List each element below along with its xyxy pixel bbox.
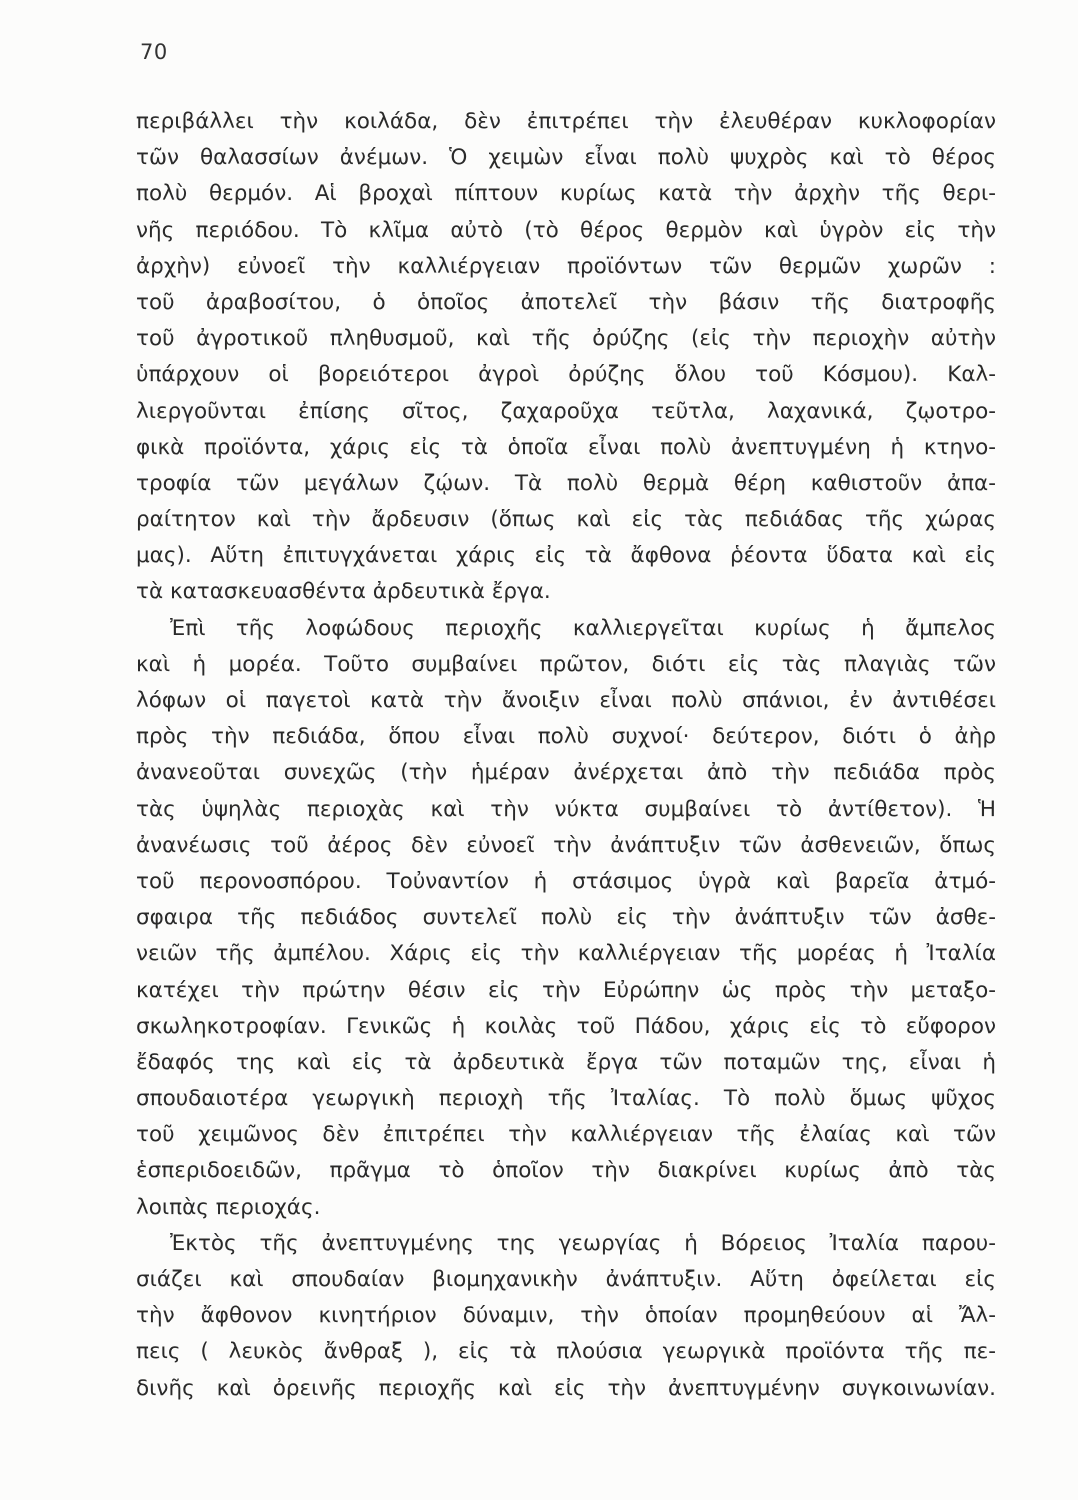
text-line: λοιπὰς περιοχάς. [136,1194,321,1220]
text-line: ἀνανέωσις τοῦ ἀέρος δὲν εὐνοεῖ τὴν ἀνάπτυξιν τῶν ἀσθενειῶν, ὅπως [136,832,996,858]
page-number: 70 [140,40,168,64]
text-line: λιεργοῦνται ἐπίσης σῖτος, ζαχαροῦχα τεῦτλα, λαχανικά, ζῳοτρο- [136,398,996,424]
text-line: τοῦ περονοσπόρου. Τοὐναντίον ἡ στάσιμος ὑγρὰ καὶ βαρεῖα ἀτμό- [136,868,996,894]
text-line: τοῦ ἀραβοσίτου, ὁ ὁποῖος ἀποτελεῖ τὴν βάσιν τῆς διατροφῆς [136,289,996,315]
text-line: τοῦ ἀγροτικοῦ πληθυσμοῦ, καὶ τῆς ὀρύζης (εἰς τὴν περιοχὴν αὐτὴν [136,326,996,352]
text-line: σιάζει καὶ σπουδαίαν βιομηχανικὴν ἀνάπτυξιν. Αὕτη ὀφείλεται εἰς [136,1267,996,1292]
text-line: ἀρχὴν) εὐνοεῖ τὴν καλλιέργειαν προϊόντων τῶν θερμῶν χωρῶν : [136,253,996,279]
text-line: ραίτητον καὶ τὴν ἄρδευσιν (ὅπως καὶ εἰς τὰς πεδιάδας τῆς χώρας [136,507,996,533]
text-line: τῶν θαλασσίων ἀνέμων. Ὁ χειμὼν εἶναι πολὺ ψυχρὸς καὶ τὸ θέρος [136,145,996,171]
text-line: τοῦ χειμῶνος δὲν ἐπιτρέπει τὴν καλλιέργειαν τῆς ἐλαίας καὶ τῶν [136,1122,996,1148]
text-line: νῆς περιόδου. Τὸ κλῖμα αὐτὸ (τὸ θέρος θερμὸν καὶ ὑγρὸν εἰς τὴν [136,217,996,243]
text-line: κατέχει τὴν πρώτην θέσιν εἰς τὴν Εὐρώπην ὡς πρὸς τὴν μεταξο- [136,977,996,1003]
text-line: Ἐπὶ τῆς λοφώδους περιοχῆς καλλιεργεῖται κυρίως ἡ ἄμπελος [170,615,996,641]
text-line: τὰ κατασκευασθέντα ἀρδευτικὰ ἔργα. [136,579,551,605]
text-line: περιβάλλει τὴν κοιλάδα, δὲν ἐπιτρέπει τὴν ἐλευθέραν κυκλοφορίαν [136,109,996,134]
text-line: πολὺ θερμόν. Αἱ βροχαὶ πίπτουν κυρίως κατὰ τὴν ἀρχὴν τῆς θερι- [136,181,996,207]
text-line: καὶ ἡ μορέα. Τοῦτο συμβαίνει πρῶτον, διότι εἰς τὰς πλαγιὰς τῶν [136,651,996,677]
text-line: σπουδαιοτέρα γεωργικὴ περιοχὴ τῆς Ἰταλίας. Τὸ πολὺ ὅμως ψῦχος [136,1086,996,1112]
text-line: μας). Αὕτη ἐπιτυγχάνεται χάρις εἰς τὰ ἄφθονα ῥέοντα ὕδατα καὶ εἰς [136,543,996,569]
text-line: φικὰ προϊόντα, χάρις εἰς τὰ ὁποῖα εἶναι πολὺ ἀνεπτυγμένη ἡ κτηνο- [136,434,996,460]
body-text [136,104,996,1407]
text-line: ἀνανεοῦται συνεχῶς (τὴν ἡμέραν ἀνέρχεται ἀπὸ τὴν πεδιάδα πρὸς [136,760,996,786]
text-line: δινῆς καὶ ὀρεινῆς περιοχῆς καὶ εἰς τὴν ἀνεπτυγμένην συγκοινωνίαν. [136,1375,996,1401]
text-line: ἑσπεριδοειδῶν, πρᾶγμα τὸ ὁποῖον τὴν διακρίνει κυρίως ἀπὸ τὰς [136,1158,996,1184]
text-line: τὴν ἄφθονον κινητήριον δύναμιν, τὴν ὁποίαν προμηθεύουν αἱ Ἄλ- [136,1303,996,1329]
text-line: τροφία τῶν μεγάλων ζῴων. Τὰ πολὺ θερμὰ θέρη καθιστοῦν ἀπα- [136,470,996,496]
text-line: Ἐκτὸς τῆς ἀνεπτυγμένης της γεωργίας ἡ Βόρειος Ἰταλία παρου- [170,1230,996,1256]
text-line: πεις ( λευκὸς ἄνθραξ ), εἰς τὰ πλούσια γεωργικὰ προϊόντα τῆς πε- [136,1339,996,1365]
text-line: πρὸς τὴν πεδιάδα, ὅπου εἶναι πολὺ συχνοί· δεύτερον, διότι ὁ ἀὴρ [136,724,996,750]
text-line: σκωληκοτροφίαν. Γενικῶς ἡ κοιλὰς τοῦ Πάδου, χάρις εἰς τὸ εὔφορον [136,1013,996,1039]
text-line: λόφων οἱ παγετοὶ κατὰ τὴν ἄνοιξιν εἶναι πολὺ σπάνιοι, ἐν ἀντιθέσει [136,688,996,713]
text-line: νειῶν τῆς ἀμπέλου. Χάρις εἰς τὴν καλλιέργειαν τῆς μορέας ἡ Ἰταλία [136,941,996,967]
text-line: σφαιρα τῆς πεδιάδος συντελεῖ πολὺ εἰς τὴν ἀνάπτυξιν τῶν ἀσθε- [136,905,996,931]
text-line: ὑπάρχουν οἱ βορειότεροι ἀγροὶ ὀρύζης ὅλου τοῦ Κόσμου). Καλ- [136,362,996,388]
text-line: ἔδαφός της καὶ εἰς τὰ ἀρδευτικὰ ἔργα τῶν ποταμῶν της, εἶναι ἡ [136,1049,996,1075]
text-line: τὰς ὑψηλὰς περιοχὰς καὶ τὴν νύκτα συμβαίνει τὸ ἀντίθετον). Ἡ [136,796,996,822]
